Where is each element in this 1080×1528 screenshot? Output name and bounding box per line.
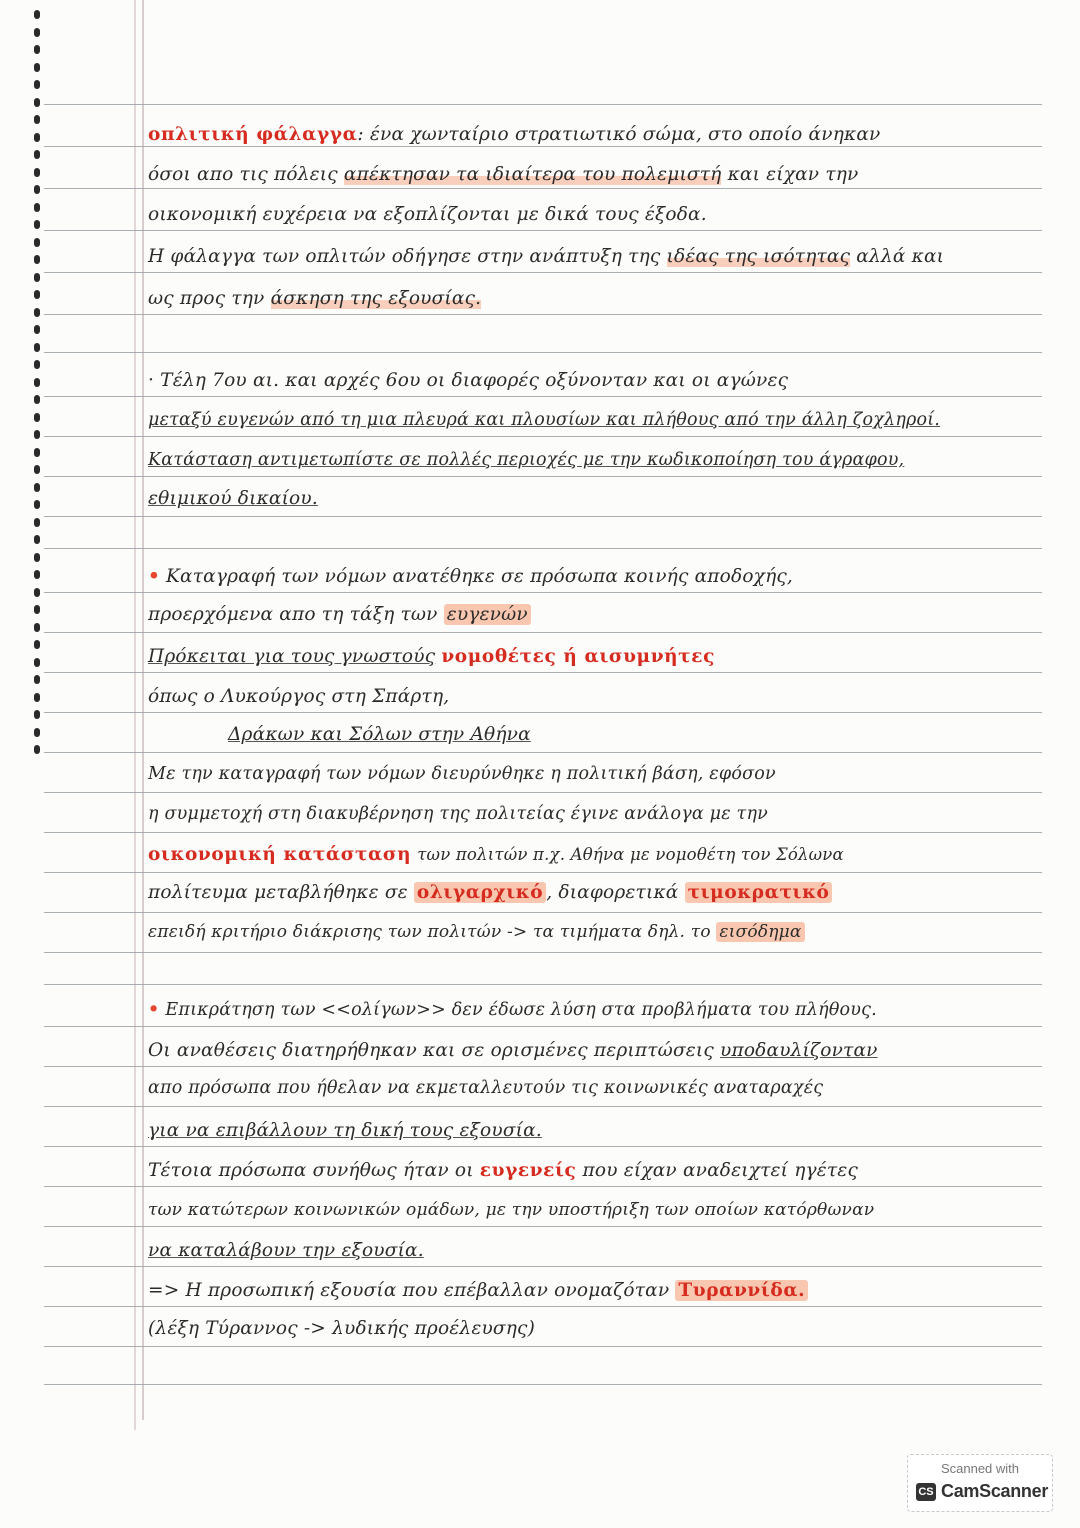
note-text: : ένα χωνταίριο στρατιωτικό σώμα, στο οποίο άνηκαν: [357, 124, 881, 145]
note-line: [148, 804, 768, 824]
note-line: [148, 1200, 874, 1220]
note-text: Με την καταγραφή των νόμων διευρύνθηκε η πολιτική βάση, εφόσον: [148, 764, 776, 784]
note-line: [148, 1318, 535, 1339]
note-line: [148, 410, 940, 430]
ruled-line: [44, 632, 1042, 633]
camscanner-logo-icon: CS: [916, 1483, 936, 1501]
ruled-line: [44, 912, 1042, 913]
ruled-line: [44, 476, 1042, 477]
binding-hole-icon: [34, 238, 40, 247]
binding-hole-icon: [34, 273, 40, 282]
ruled-line: [44, 230, 1042, 231]
note-text: αλλά και: [856, 246, 945, 267]
binding-hole-icon: [34, 430, 40, 439]
binding-hole-icon: [34, 483, 40, 492]
note-text: και είχαν την: [727, 164, 859, 185]
term-timocratic: τιμοκρατικό: [685, 882, 833, 903]
note-text: επειδή κριτήριο διάκρισης των πολιτών -> τα τιμήματα δηλ. το: [148, 922, 711, 942]
binding-hole-icon: [34, 80, 40, 89]
underlined-text: υποδαυλίζονταν: [720, 1040, 878, 1061]
note-text: Κατάσταση αντιμετωπίστε σε πολλές περιοχές με την κωδικοποίηση του άγραφου,: [148, 450, 905, 470]
note-text: όπως ο Λυκούργος στη Σπάρτη,: [148, 686, 450, 707]
note-line: [148, 1040, 878, 1061]
ruled-line: [44, 984, 1042, 985]
note-line: [148, 1280, 808, 1301]
ruled-line: [44, 396, 1042, 397]
binding-hole-icon: [34, 133, 40, 142]
note-line: [148, 1000, 877, 1020]
binding-hole-icon: [34, 308, 40, 317]
ruled-line: [44, 1306, 1042, 1307]
ruled-line: [44, 952, 1042, 953]
term-tyranny: Τυραννίδα.: [675, 1280, 808, 1301]
note-line: [148, 922, 805, 942]
ruled-line: [44, 436, 1042, 437]
ruled-line: [44, 672, 1042, 673]
note-text: που είχαν αναδειχτεί ηγέτες: [582, 1160, 858, 1181]
binding-hole-icon: [34, 220, 40, 229]
binding-hole-icon: [34, 710, 40, 719]
ruled-line: [44, 872, 1042, 873]
ruled-line: [44, 1226, 1042, 1227]
binding-hole-icon: [34, 675, 40, 684]
note-text: να καταλάβουν την εξουσία.: [148, 1240, 424, 1261]
highlighted-text: απέκτησαν τα ιδιαίτερα του πολεμιστή: [343, 164, 722, 185]
term-oligarchic: ολιγαρχικό: [414, 882, 546, 903]
binding-hole-icon: [34, 448, 40, 457]
note-text: των πολιτών π.χ. Αθήνα με νομοθέτη τον Σόλωνα: [417, 845, 844, 864]
ruled-line: [44, 792, 1042, 793]
binding-hole-icon: [34, 150, 40, 159]
binding-hole-icon: [34, 693, 40, 702]
note-text: όσοι απο τις πόλεις: [148, 164, 338, 185]
note-text: · Τέλη 7ου αι. και αρχές 6ου οι διαφορές οξύνονταν και οι αγώνες: [148, 370, 789, 391]
note-line: [148, 164, 859, 185]
ruled-line: [44, 272, 1042, 273]
note-text: η συμμετοχή στη διακυβέρνηση της πολιτείας έγινε ανάλογα με την: [148, 804, 768, 824]
note-line: [148, 1240, 424, 1261]
note-line: [148, 1078, 823, 1098]
note-text: => Η προσωπική εξουσία που επέβαλλαν ονομαζόταν: [148, 1280, 670, 1301]
ruled-line: [44, 188, 1042, 189]
note-line: [228, 724, 531, 745]
ruled-line: [44, 712, 1042, 713]
note-text: οικονομική ευχέρεια να εξοπλίζονται με δικά τους έξοδα.: [148, 204, 707, 225]
binding-hole-icon: [34, 203, 40, 212]
margin-line-inner: [142, 0, 144, 1420]
binding-hole-icon: [34, 553, 40, 562]
note-line: [148, 882, 832, 903]
note-text: Η φάλαγγα των οπλιτών οδήγησε στην ανάπτυξη της: [148, 246, 661, 267]
note-line: [148, 204, 707, 225]
note-text: για να επιβάλλουν τη δική τους εξουσία.: [148, 1120, 542, 1141]
ruled-line: [44, 592, 1042, 593]
highlighted-text: άσκηση της εξουσίας.: [270, 288, 482, 309]
note-line: [148, 450, 904, 470]
note-line: [148, 646, 715, 667]
binding-hole-icon: [34, 343, 40, 352]
binding-hole-icon: [34, 535, 40, 544]
note-line: [148, 370, 788, 391]
spiral-binding: [30, 0, 44, 1528]
ruled-line: [44, 314, 1042, 315]
highlighted-text: εισόδημα: [716, 922, 804, 942]
ruled-line: [44, 146, 1042, 147]
ruled-line: [44, 1146, 1042, 1147]
note-line: [148, 288, 481, 309]
binding-hole-icon: [34, 518, 40, 527]
binding-hole-icon: [34, 640, 40, 649]
note-text: (λέξη Τύραννος -> λυδικής προέλευσης): [148, 1318, 535, 1339]
ruled-line: [44, 1266, 1042, 1267]
watermark-caption: Scanned with: [940, 1461, 1020, 1476]
ruled-line: [44, 1026, 1042, 1027]
watermark-brand: CamScanner: [941, 1481, 1049, 1501]
note-text: Καταγραφή των νόμων ανατέθηκε σε πρόσωπα κοινής αποδοχής,: [166, 566, 793, 587]
note-line: [148, 1160, 858, 1181]
note-text: των κατώτερων κοινωνικών ομάδων, με την υποστήριξη των οποίων κατόρθωναν: [148, 1200, 875, 1220]
note-line: [148, 1120, 542, 1141]
note-line: [148, 686, 449, 707]
binding-hole-icon: [34, 98, 40, 107]
ruled-line: [44, 1384, 1042, 1385]
binding-hole-icon: [34, 623, 40, 632]
binding-hole-icon: [34, 413, 40, 422]
binding-hole-icon: [34, 728, 40, 737]
binding-hole-icon: [34, 395, 40, 404]
ruled-line: [44, 548, 1042, 549]
note-text: Πρόκειται για τους γνωστούς: [148, 646, 436, 667]
binding-hole-icon: [34, 325, 40, 334]
note-line: [148, 764, 776, 784]
note-text: εθιμικού δικαίου.: [148, 488, 318, 509]
note-text: Δράκων και Σόλων στην Αθήνα: [228, 724, 531, 745]
ruled-line: [44, 352, 1042, 353]
term-economic-status: οικονομική κατάσταση: [148, 844, 412, 865]
binding-hole-icon: [34, 185, 40, 194]
ruled-line: [44, 1186, 1042, 1187]
ruled-line: [44, 516, 1042, 517]
ruled-line: [44, 752, 1042, 753]
binding-hole-icon: [34, 10, 40, 19]
binding-hole-icon: [34, 588, 40, 597]
binding-hole-icon: [34, 255, 40, 264]
highlighted-text: ευγενών: [444, 604, 531, 625]
binding-hole-icon: [34, 360, 40, 369]
note-line: [148, 246, 944, 267]
binding-hole-icon: [34, 605, 40, 614]
ruled-line: [44, 1346, 1042, 1347]
note-text: Τέτοια πρόσωπα συνήθως ήταν οι: [148, 1160, 474, 1181]
bullet-icon: •: [148, 1000, 160, 1020]
ruled-line: [44, 832, 1042, 833]
note-text: Οι αναθέσεις διατηρήθηκαν και σε ορισμένες περιπτώσεις: [148, 1040, 714, 1061]
ruled-line: [44, 1066, 1042, 1067]
term-nobles: ευγενείς: [479, 1160, 577, 1181]
note-text: μεταξύ ευγενών από τη μια πλευρά και πλουσίων και πλήθους από την άλλη ζοχληροί.: [148, 410, 941, 430]
binding-hole-icon: [34, 378, 40, 387]
ruled-line: [44, 104, 1042, 105]
note-text: ως προς την: [148, 288, 265, 309]
note-line: [148, 566, 793, 587]
binding-hole-icon: [34, 115, 40, 124]
note-text: Επικράτηση των <<ολίγων>> δεν έδωσε λύση στα προβλήματα του πλήθους.: [165, 1000, 877, 1020]
binding-hole-icon: [34, 63, 40, 72]
note-line: [148, 604, 531, 625]
note-line: [148, 124, 880, 145]
binding-hole-icon: [34, 168, 40, 177]
binding-hole-icon: [34, 745, 40, 754]
note-text: προερχόμενα απο τη τάξη των: [148, 604, 438, 625]
camscanner-watermark: [907, 1454, 1053, 1512]
binding-hole-icon: [34, 658, 40, 667]
note-text: πολίτευμα μεταβλήθηκε σε: [148, 882, 408, 903]
binding-hole-icon: [34, 290, 40, 299]
binding-hole-icon: [34, 465, 40, 474]
note-line: [148, 844, 844, 865]
note-text: , διαφορετικά: [546, 882, 679, 903]
ruled-line: [44, 1106, 1042, 1107]
binding-hole-icon: [34, 45, 40, 54]
term-lawgivers: νομοθέτες ή αισυμνήτες: [441, 646, 715, 667]
binding-hole-icon: [34, 28, 40, 37]
binding-hole-icon: [34, 500, 40, 509]
bullet-icon: •: [148, 566, 161, 587]
highlighted-text: ιδέας της ισότητας: [666, 246, 851, 267]
note-text: απο πρόσωπα που ήθελαν να εκμεταλλευτούν τις κοινωνικές αναταραχές: [148, 1078, 824, 1098]
note-line: [148, 488, 318, 509]
term-hoplite-phalanx: οπλιτική φάλαγγα: [148, 124, 358, 145]
binding-hole-icon: [34, 570, 40, 579]
margin-line: [134, 0, 136, 1430]
